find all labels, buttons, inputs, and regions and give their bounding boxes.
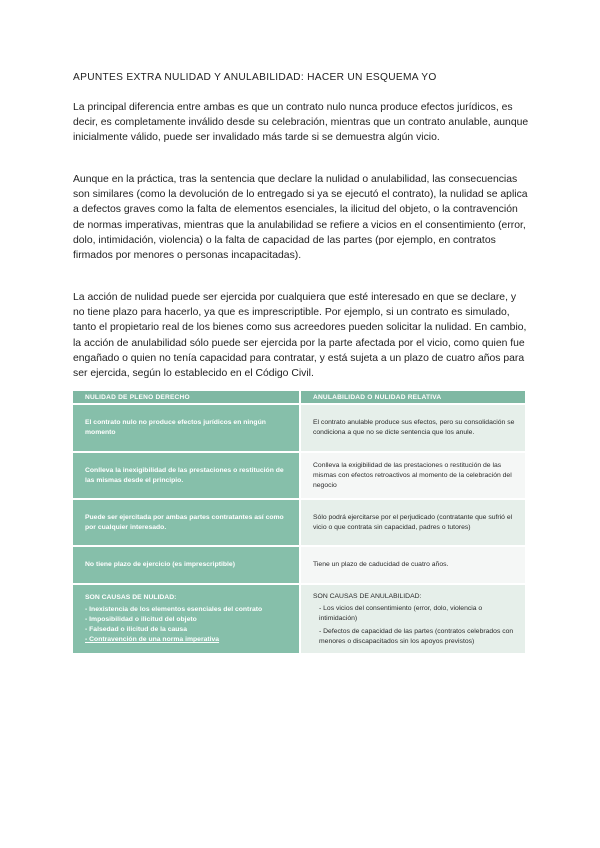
cell-nulidad-prestaciones: Conlleva la inexigibilidad de las prestaciones o restitución de las mismas desde el principio.	[73, 452, 300, 499]
paragraph-3: La acción de nulidad puede ser ejercida por cualquiera que esté interesado en que se declare, y no tiene plazo para hacerlo, ya que es imprescriptible. Por ejemplo, si un contrato es simulado, tanto el propietario real de los bienes como sus acreedores pueden solicitar la nulidad. En cambio, la acción de anulabilidad sólo puede ser ejercida por la parte afectada por el vicio, como quien fue engañado o quien no tenía capacidad para contratar, y está sujeta a un plazo de cuatro años para ser ejercida, según lo establecido en el Código Civil.	[73, 292, 527, 380]
document-title: APUNTES EXTRA NULIDAD Y ANULABILIDAD: HACER UN ESQUEMA YO	[73, 72, 437, 83]
header-nulidad: NULIDAD DE PLENO DERECHO	[73, 391, 300, 404]
table-row	[73, 584, 525, 653]
paragraph-1: La principal diferencia entre ambas es que un contrato nulo nunca produce efectos jurídicos, es decir, es completamente inválido desde su celebración, mientras que un contrato anulable, aunque inicialmente válido, puede ser invalidado más tarde si se demuestra algún vicio.	[73, 102, 529, 144]
cell-causas-anulabilidad	[300, 584, 525, 653]
cell-anulabilidad-effects: El contrato anulable produce sus efectos, pero su consolidación se condiciona a que no se dicte sentencia que los anule.	[300, 404, 525, 452]
cell-nulidad-effects: El contrato nulo no produce efectos jurídicos en ningún momento	[73, 404, 300, 452]
causa-nulidad-item: - Falsedad o ilicitud de la causa	[85, 626, 187, 633]
header-anulabilidad: ANULABILIDAD O NULIDAD RELATIVA	[300, 391, 525, 404]
comparison-table	[73, 391, 525, 653]
cell-nulidad-legitimacion: Puede ser ejercitada por ambas partes contratantes así como por cualquier interesado.	[73, 499, 300, 546]
cell-anulabilidad-prestaciones: Conlleva la exigibilidad de las prestaciones o restitución de las mismas con efectos retroactivos al momento de la celebración del negocio	[300, 452, 525, 499]
table-header-row	[73, 391, 525, 404]
table-row	[73, 404, 525, 452]
causa-anulabilidad-item: - Defectos de capacidad de las partes (contratos celebrados con menores o discapacitados sin los apoyos previstos)	[319, 627, 514, 645]
causas-nulidad-title: SON CAUSAS DE NULIDAD:	[85, 594, 177, 601]
table-row	[73, 452, 525, 499]
table-row	[73, 499, 525, 546]
causa-nulidad-item: - Contravención de una norma imperativa	[85, 636, 220, 643]
cell-anulabilidad-plazo: Tiene un plazo de caducidad de cuatro años.	[300, 546, 525, 584]
table-row	[73, 546, 525, 584]
causas-anulabilidad-title: SON CAUSAS DE ANULABILIDAD:	[313, 592, 422, 600]
cell-anulabilidad-legitimacion: Sólo podrá ejercitarse por el perjudicado (contratante que sufrió el vicio o que contrata sin capacidad, padres o tutores)	[300, 499, 525, 546]
causa-nulidad-item: - Imposibilidad o ilicitud del objeto	[85, 616, 197, 623]
cell-causas-nulidad	[73, 584, 300, 653]
causa-anulabilidad-item: - Los vicios del consentimiento (error, dolo, violencia o intimidación)	[319, 604, 483, 622]
paragraph-2: Aunque en la práctica, tras la sentencia que declare la nulidad o anulabilidad, las consecuencias son similares (como la devolución de lo entregado si ya se ejecutó el contrato), la nulidad se aplica a defectos graves como la falta de elementos esenciales, la ilicitud del objeto, o la contravención de normas imperativas, mientras que la anulabilidad se refiere a vicios en el consentimiento (error, dolo, intimidación, violencia) o la falta de capacidad de las partes (por ejemplo, en contratos firmados por menores o personas incapacitadas).	[73, 174, 528, 262]
cell-nulidad-plazo: No tiene plazo de ejercicio (es imprescriptible)	[73, 546, 300, 584]
causa-nulidad-item: - Inexistencia de los elementos esenciales del contrato	[85, 606, 263, 613]
